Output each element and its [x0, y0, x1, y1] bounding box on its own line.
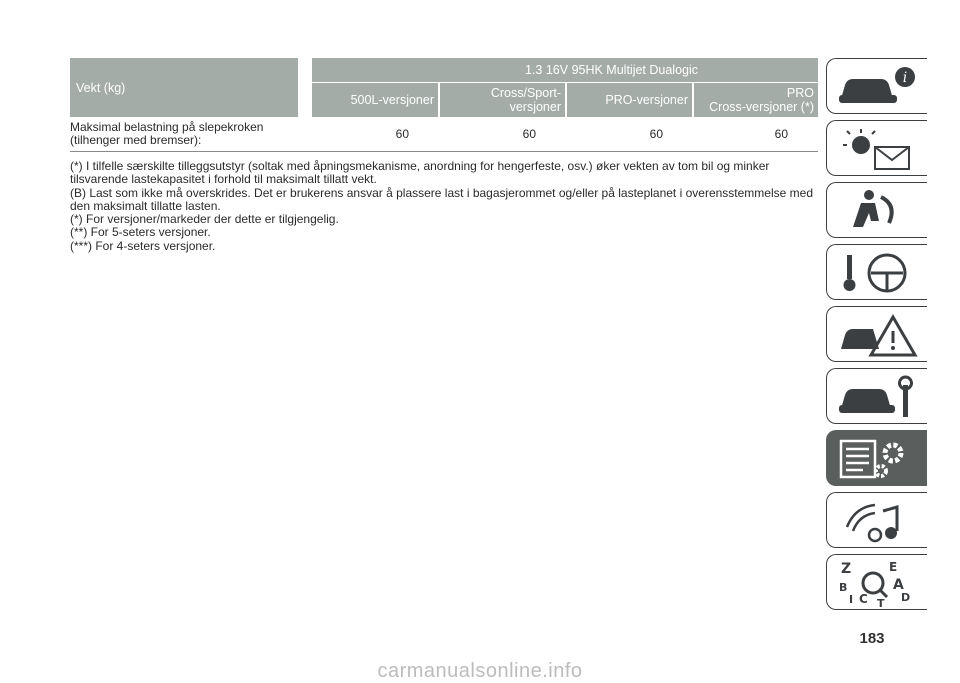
- version-header-500l: 500L-versjoner: [312, 83, 439, 118]
- car-info-icon: [835, 63, 921, 111]
- tab-knowing-your-car[interactable]: [826, 58, 927, 114]
- engine-header: 1.3 16V 95HK Multijet Dualogic: [312, 58, 818, 83]
- footnotes: [70, 160, 820, 253]
- value-pro: 60: [566, 117, 693, 152]
- table-row: [70, 117, 818, 152]
- car-service-wrench-icon: [835, 373, 921, 421]
- tab-emergency[interactable]: [826, 306, 927, 362]
- tab-multimedia[interactable]: [826, 492, 927, 548]
- weight-header: Vekt (kg): [70, 58, 298, 117]
- footnote: (B) Last som ikke må overskrides. Det er brukerens ansvar å plassere last i bagasjerommet og/eller på lasteplanet i overensstemmelse med den maksimalt tillatte lasten.: [70, 185, 813, 213]
- value-pro-cross: 60: [693, 117, 818, 152]
- svg-text:B: B: [839, 581, 848, 594]
- multimedia-music-icon: [835, 497, 921, 545]
- version-header-cross-sport: Cross/Sport- versjoner: [439, 83, 566, 118]
- footnote: (**) For 5-seters versjoner.: [70, 225, 211, 240]
- svg-text:C: C: [859, 592, 868, 606]
- footnote: (***) For 4-seters versjoner.: [70, 238, 216, 253]
- version-header-pro: PRO-versjoner: [566, 83, 693, 118]
- page-number: 183: [859, 630, 885, 647]
- svg-text:i: i: [902, 70, 908, 86]
- key-steering-wheel-icon: [835, 249, 921, 297]
- tab-dashboard[interactable]: [826, 120, 927, 176]
- chapter-tabs: [826, 58, 931, 616]
- tab-safety[interactable]: [826, 182, 927, 238]
- specifications-gear-icon: [835, 435, 921, 483]
- row-label: Maksimal belastning på slepekroken (tilhenger med bremser):: [70, 117, 298, 152]
- value-500l: 60: [312, 117, 439, 152]
- svg-text:I: I: [849, 593, 854, 606]
- tab-technical-data[interactable]: [826, 430, 927, 486]
- alphabetical-index-icon: [835, 559, 921, 607]
- value-cross-sport: 60: [439, 117, 566, 152]
- version-header-pro-cross: PRO Cross-versjoner (*): [693, 83, 818, 118]
- svg-text:Z: Z: [841, 561, 852, 577]
- watermark: carmanualsonline.info: [377, 660, 583, 682]
- footnote: (*) For versjoner/markeder der dette er tilgjengelig.: [70, 212, 339, 227]
- warning-lights-message-icon: [835, 125, 921, 173]
- tab-maintenance[interactable]: [826, 368, 927, 424]
- svg-text:T: T: [877, 597, 885, 607]
- towing-weight-table: [70, 58, 818, 152]
- svg-text:D: D: [901, 591, 911, 604]
- svg-text:E: E: [889, 560, 898, 574]
- svg-text:A: A: [893, 577, 904, 593]
- airbag-seat-icon: [835, 187, 921, 235]
- warning-triangle-car-icon: [835, 311, 921, 359]
- tab-index[interactable]: [826, 554, 927, 610]
- footnote: (*) I tilfelle særskilte tilleggsutstyr (soltak med åpningsmekanisme, anordning for hengerfeste, osv.) øker vekten av tom bil og minker tilsvarende lastekapasitet i forhold til maksimalt tillatt vekt.: [70, 159, 770, 187]
- tab-starting-driving[interactable]: [826, 244, 927, 300]
